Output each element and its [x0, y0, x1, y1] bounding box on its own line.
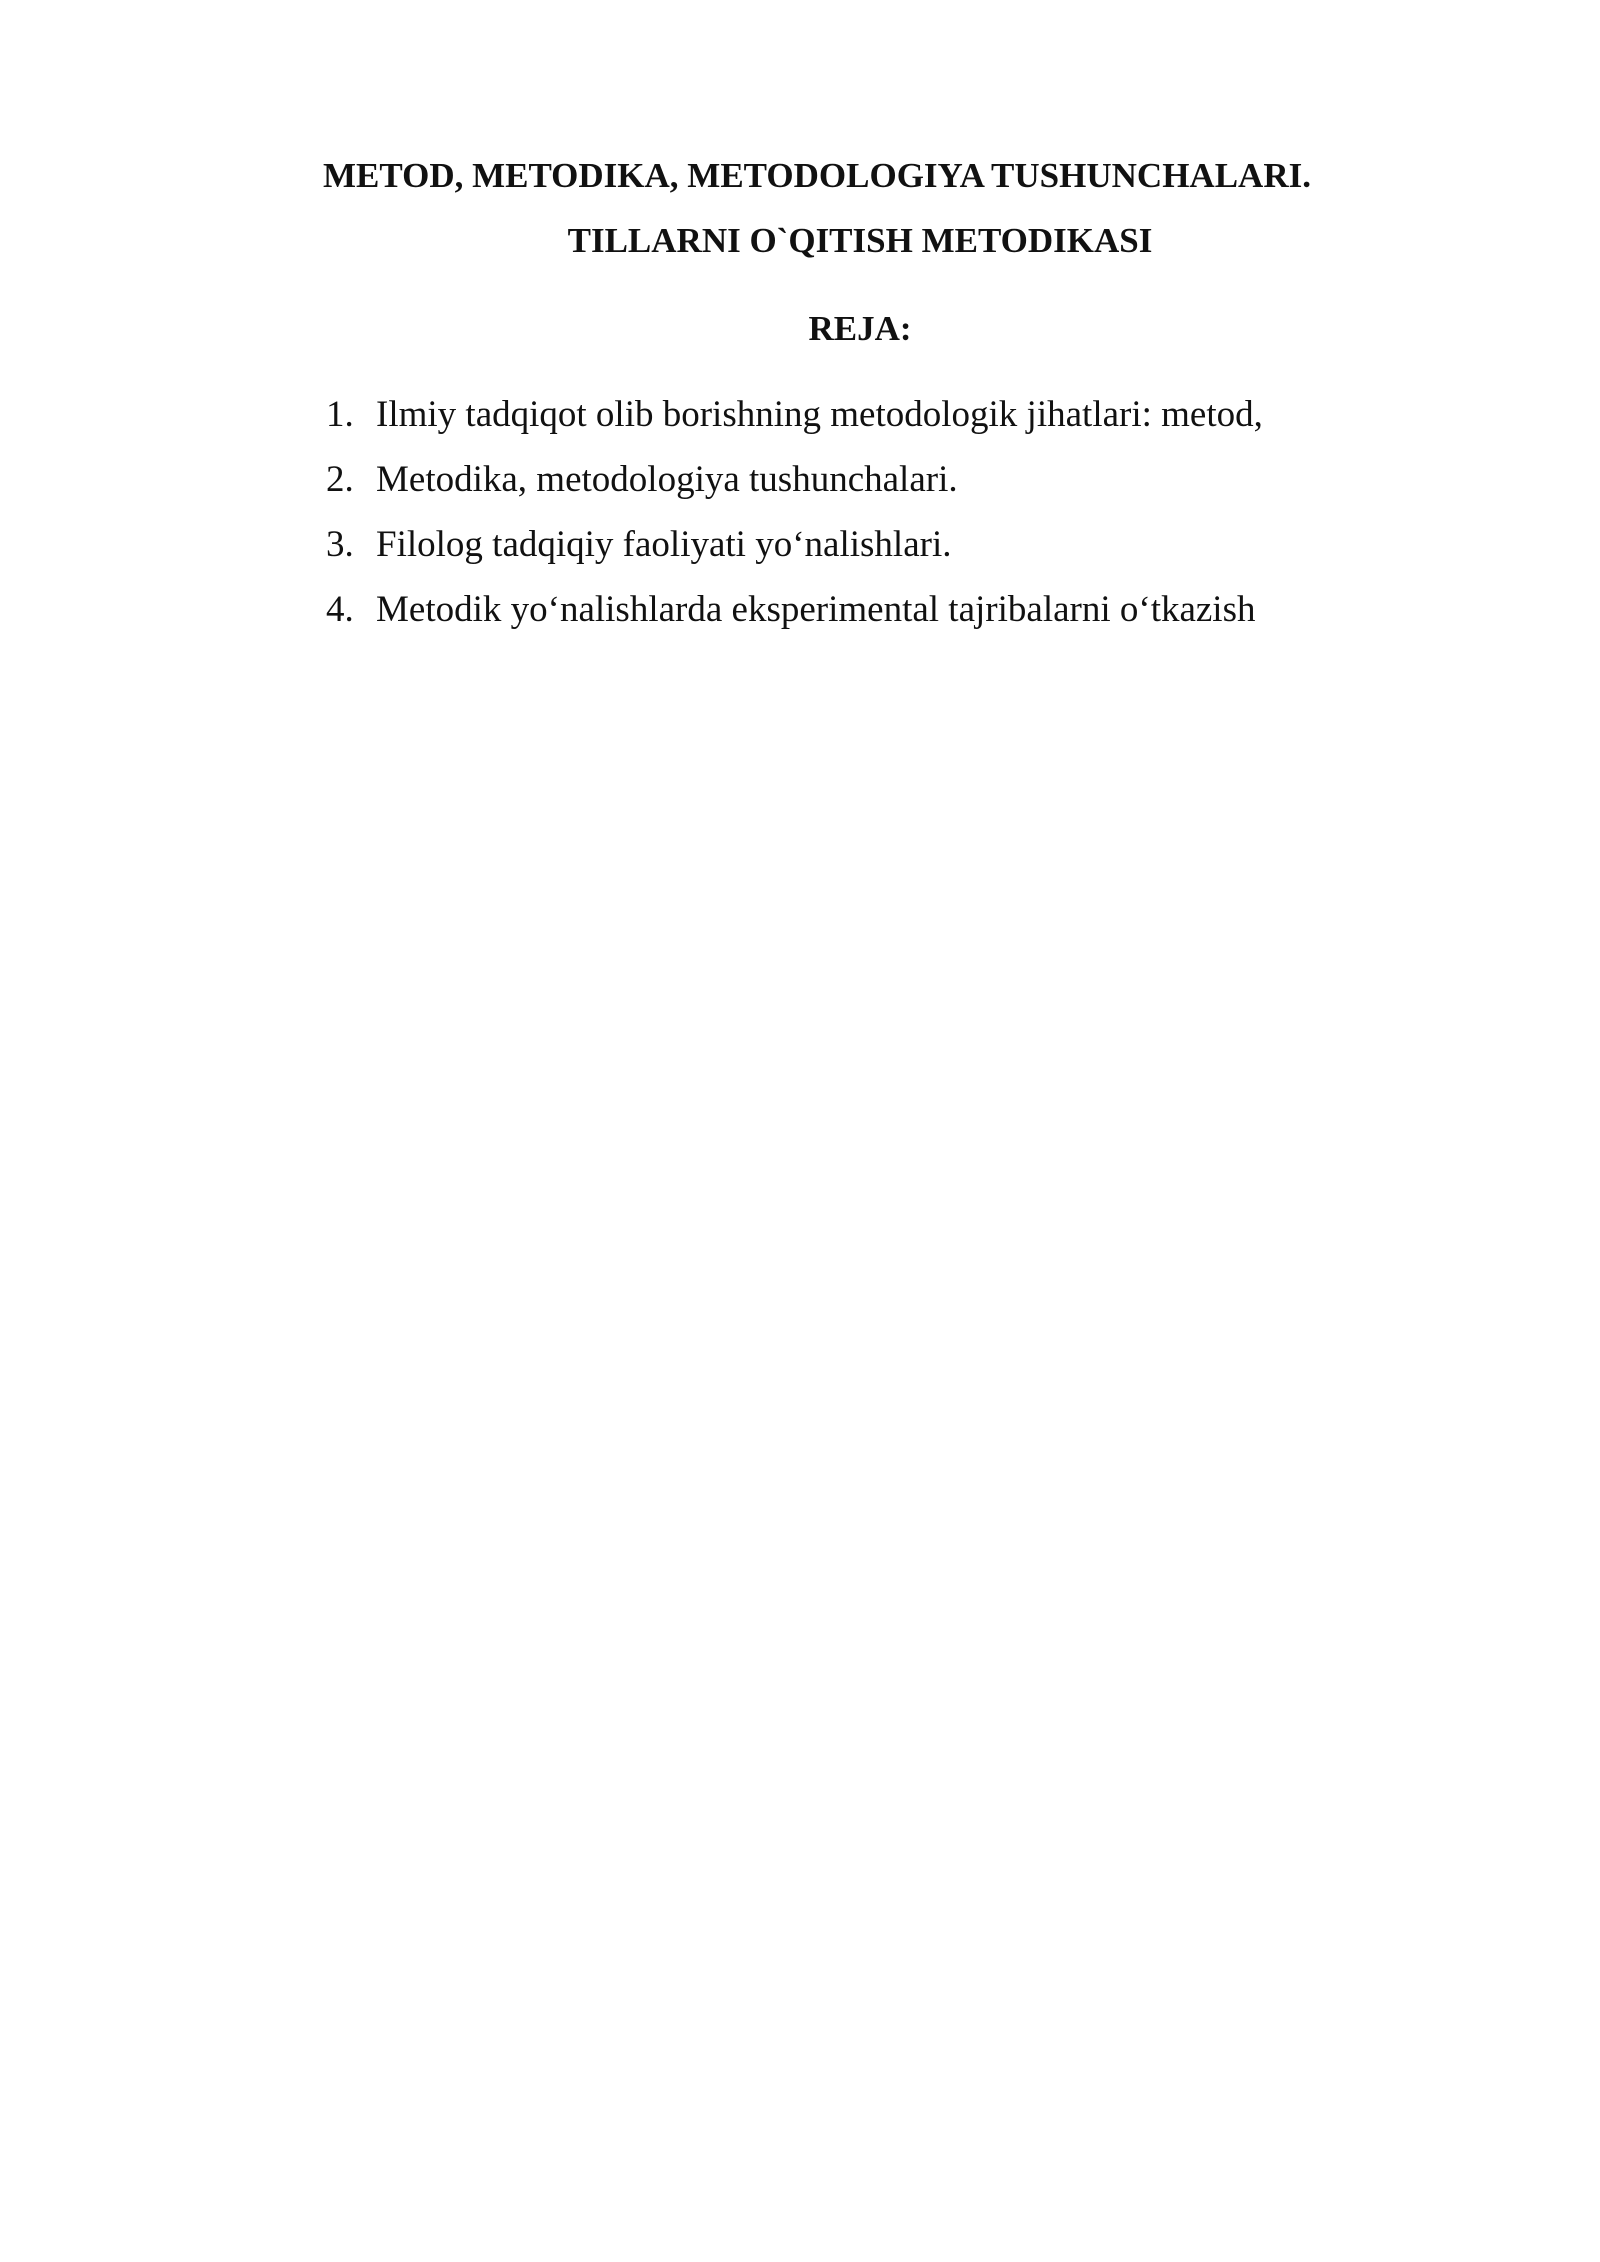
title-line-2: TILLARNI O`QITISH METODIKASI [567, 221, 1153, 260]
plan-item-number: 4. [326, 589, 354, 630]
plan-heading: REJA: [808, 309, 912, 348]
plan-item-number: 3. [326, 524, 354, 565]
plan-item [326, 588, 1526, 653]
plan-item-text: Metodika, metodologiya tushunchalari. [376, 459, 958, 500]
plan-item [326, 393, 1526, 458]
plan-item-text: Filolog tadqiqiy faoliyati yo‘nalishlari. [376, 524, 952, 565]
plan-item [326, 458, 1526, 523]
plan-item-text: Ilmiy tadqiqot olib borishning metodologik jihatlari: metod, [376, 394, 1263, 435]
plan-item [326, 523, 1526, 588]
title-line-1: METOD, METODIKA, METODOLOGIYA TUSHUNCHALARI. [323, 156, 1311, 195]
plan-item-number: 2. [326, 459, 354, 500]
plan-item-number: 1. [326, 394, 354, 435]
plan-item-text: Metodik yo‘nalishlarda eksperimental tajribalarni o‘tkazish [376, 589, 1256, 630]
plan-list [326, 393, 1526, 653]
